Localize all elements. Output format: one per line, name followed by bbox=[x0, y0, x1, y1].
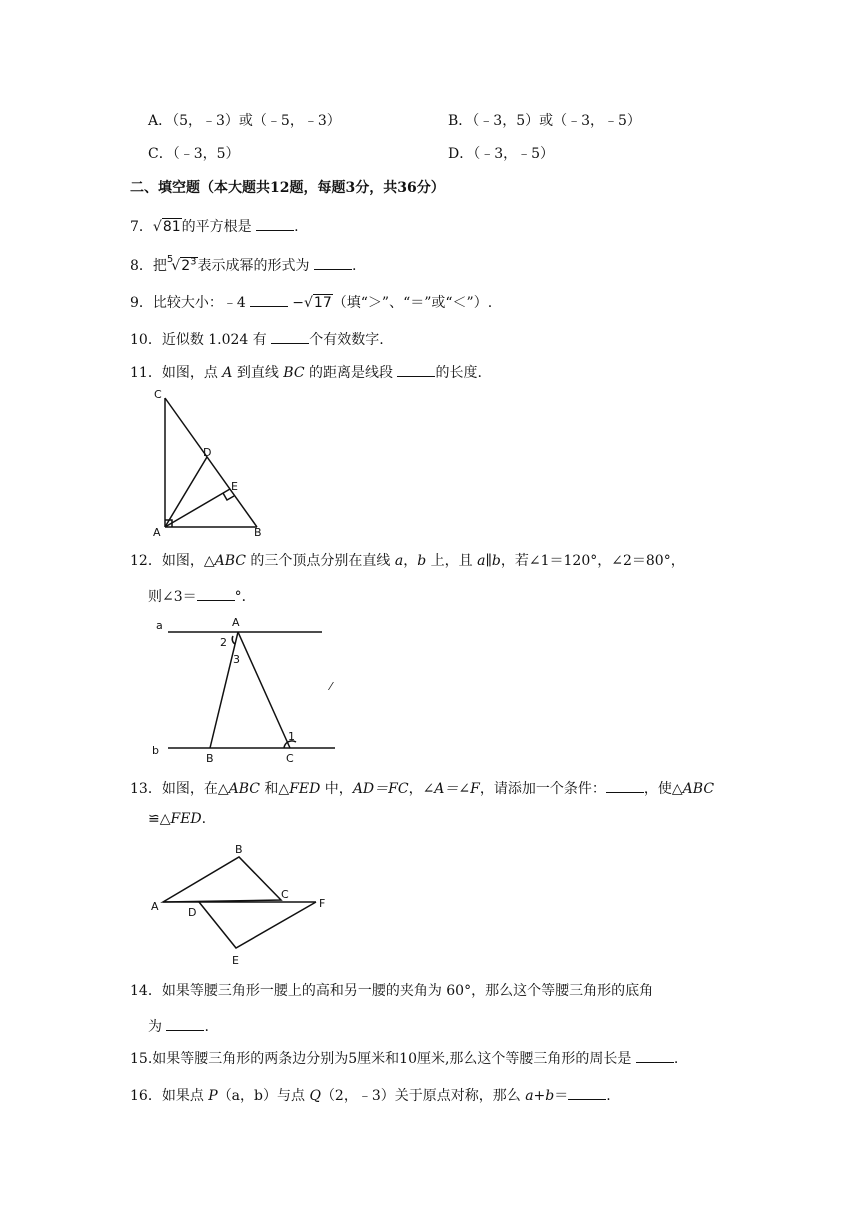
figure-11-right-triangle bbox=[150, 386, 280, 538]
sqrt-symbol: √ bbox=[152, 219, 162, 235]
question-text: 12．如图，△ bbox=[130, 553, 215, 569]
question-text: 10．近似数 1.024 有 bbox=[130, 332, 272, 348]
question-text: 中， bbox=[320, 781, 353, 797]
label-line-b: b bbox=[152, 744, 159, 757]
sqrt-symbol: √ bbox=[304, 295, 313, 311]
comma: ， bbox=[408, 781, 423, 797]
question-text: 为 bbox=[148, 1019, 167, 1035]
answer-blank bbox=[636, 1048, 674, 1063]
equals-sign: ＝ bbox=[554, 1088, 569, 1104]
section-title: 二、填空题（本大题共12题，每题3分，共36分） bbox=[130, 180, 445, 196]
label-e: E bbox=[232, 954, 239, 967]
triangle-label: FED bbox=[289, 781, 321, 797]
question-number: 9．比较大小：﹣4 bbox=[130, 295, 251, 311]
period: . bbox=[606, 1088, 611, 1104]
answer-blank bbox=[197, 586, 235, 601]
label-f: F bbox=[319, 897, 326, 910]
minus-sign: − bbox=[292, 295, 304, 311]
expression: a+b bbox=[525, 1088, 555, 1104]
point-p: P bbox=[208, 1088, 218, 1104]
question-14-line-2 bbox=[148, 1016, 209, 1036]
answer-blank bbox=[250, 292, 288, 307]
label-b: B bbox=[254, 526, 262, 538]
segment-ae bbox=[165, 489, 230, 527]
answer-blank bbox=[256, 216, 294, 231]
question-text: （2，﹣3）关于原点对称，那么 bbox=[320, 1088, 526, 1104]
point-q: Q bbox=[309, 1088, 321, 1104]
label-angle-1: 1 bbox=[288, 730, 295, 743]
label-a: A bbox=[151, 900, 159, 913]
question-11 bbox=[130, 362, 482, 382]
condition-1: AD＝FC bbox=[352, 781, 409, 797]
question-text: 上，且 bbox=[426, 553, 478, 569]
segment-ad bbox=[165, 457, 207, 527]
radicand bbox=[180, 257, 197, 274]
segment-ac bbox=[238, 632, 290, 748]
point-label: A bbox=[222, 365, 233, 381]
answer-blank bbox=[568, 1085, 606, 1100]
question-text: 则∠3＝ bbox=[148, 589, 197, 605]
comma: ， bbox=[403, 553, 418, 569]
question-text: 的三个顶点分别在直线 bbox=[245, 553, 395, 569]
sqrt-symbol: √ bbox=[171, 258, 181, 274]
period: . bbox=[673, 1051, 679, 1067]
condition-2: ∠A＝∠F bbox=[422, 781, 480, 797]
radicand: 17 bbox=[313, 295, 332, 311]
figure-13-two-triangles bbox=[150, 838, 340, 970]
option-b: B．（﹣3，5）或（﹣3，﹣5） bbox=[448, 113, 641, 129]
answer-blank bbox=[166, 1016, 204, 1031]
label-vertex-b: B bbox=[206, 752, 214, 765]
triangle-abc bbox=[163, 857, 281, 902]
triangle-label: FED bbox=[170, 811, 202, 827]
label-c: C bbox=[281, 888, 289, 901]
period: . bbox=[351, 258, 357, 274]
question-text: 的距离是线段 bbox=[304, 365, 398, 381]
radicand-exponent: 3 bbox=[190, 256, 197, 268]
figure-12-parallel-lines bbox=[150, 612, 350, 770]
answer-blank bbox=[397, 362, 435, 377]
triangle-label: ABC bbox=[214, 553, 246, 569]
segment-cb bbox=[165, 398, 257, 527]
period: . bbox=[294, 219, 299, 235]
question-7 bbox=[130, 216, 299, 236]
question-text-end: 的长度. bbox=[435, 365, 482, 381]
question-12-line-2 bbox=[148, 586, 256, 606]
option-c: C．（﹣3，5） bbox=[148, 146, 240, 162]
label-c: C bbox=[154, 388, 162, 401]
answer-blank bbox=[606, 778, 644, 793]
question-13-line-1 bbox=[130, 778, 714, 798]
label-angle-2: 2 bbox=[220, 636, 227, 649]
question-number: 7． bbox=[130, 219, 153, 235]
label-line-a: a bbox=[156, 619, 163, 632]
radicand-base: 2 bbox=[181, 258, 191, 274]
period: . bbox=[204, 1019, 209, 1035]
label-a: A bbox=[153, 526, 161, 538]
question-8 bbox=[130, 254, 356, 275]
answer-blank bbox=[314, 255, 352, 270]
question-text-end: °． bbox=[234, 589, 256, 605]
question-text: （填“＞”、“＝”或“＜”）. bbox=[332, 295, 493, 311]
parallel-condition: a∥b bbox=[477, 553, 501, 569]
option-d: D．（﹣3，﹣5） bbox=[448, 146, 555, 162]
question-text: 13．如图，在△ bbox=[130, 781, 229, 797]
line-a-label: a bbox=[394, 553, 404, 569]
right-angle-mark-e bbox=[223, 493, 234, 500]
label-e: E bbox=[231, 480, 238, 493]
triangle-label: ABC bbox=[682, 781, 715, 797]
question-text-end: 个有效数字. bbox=[309, 332, 384, 348]
question-text: 到直线 bbox=[232, 365, 284, 381]
question-text: 表示成幂的形式为 bbox=[197, 258, 314, 274]
question-text: ，请添加一个条件： bbox=[479, 781, 606, 797]
label-d: D bbox=[203, 446, 212, 459]
root-index: 5 bbox=[166, 254, 174, 265]
question-text: 16．如果点 bbox=[130, 1088, 209, 1104]
option-a: A．（5，﹣3）或（﹣5，﹣3） bbox=[148, 113, 341, 129]
question-10 bbox=[130, 329, 384, 349]
stray-mark: ⁄ bbox=[330, 680, 332, 693]
angle-2-arc bbox=[232, 636, 235, 644]
radicand: 81 bbox=[162, 219, 181, 235]
label-d: D bbox=[188, 906, 197, 919]
question-text: 11．如图，点 bbox=[130, 365, 223, 381]
question-text: 和△ bbox=[259, 781, 290, 797]
label-vertex-a: A bbox=[232, 616, 240, 629]
triangle-fed bbox=[199, 902, 316, 948]
answer-blank bbox=[271, 329, 309, 344]
segment-ab bbox=[210, 632, 238, 748]
label-b: B bbox=[235, 843, 243, 856]
question-text: （a，b）与点 bbox=[217, 1088, 310, 1104]
question-9 bbox=[130, 292, 492, 312]
question-text: 15.如果等腰三角形的两条边分别为5厘米和10厘米,那么这个等腰三角形的周长是 bbox=[130, 1051, 636, 1067]
question-text: ，若∠1＝120°，∠2＝80°， bbox=[500, 553, 685, 569]
congruence-symbol: ≌△ bbox=[148, 811, 171, 827]
question-12-line-1 bbox=[130, 553, 685, 570]
question-number: 8．把 bbox=[130, 258, 167, 274]
period: . bbox=[201, 811, 207, 827]
label-vertex-c: C bbox=[286, 752, 294, 765]
question-text: ，使△ bbox=[643, 781, 683, 797]
question-16 bbox=[130, 1085, 611, 1105]
label-angle-3: 3 bbox=[233, 653, 240, 666]
question-13-line-2 bbox=[148, 811, 206, 828]
triangle-label: ABC bbox=[228, 781, 260, 797]
line-label: BC bbox=[283, 365, 305, 381]
line-b-label: b bbox=[417, 553, 427, 569]
question-15 bbox=[130, 1048, 678, 1068]
question-14-line-1: 14．如果等腰三角形一腰上的高和另一腰的夹角为 60°，那么这个等腰三角形的底角 bbox=[130, 983, 654, 999]
question-text: 的平方根是 bbox=[181, 219, 257, 235]
